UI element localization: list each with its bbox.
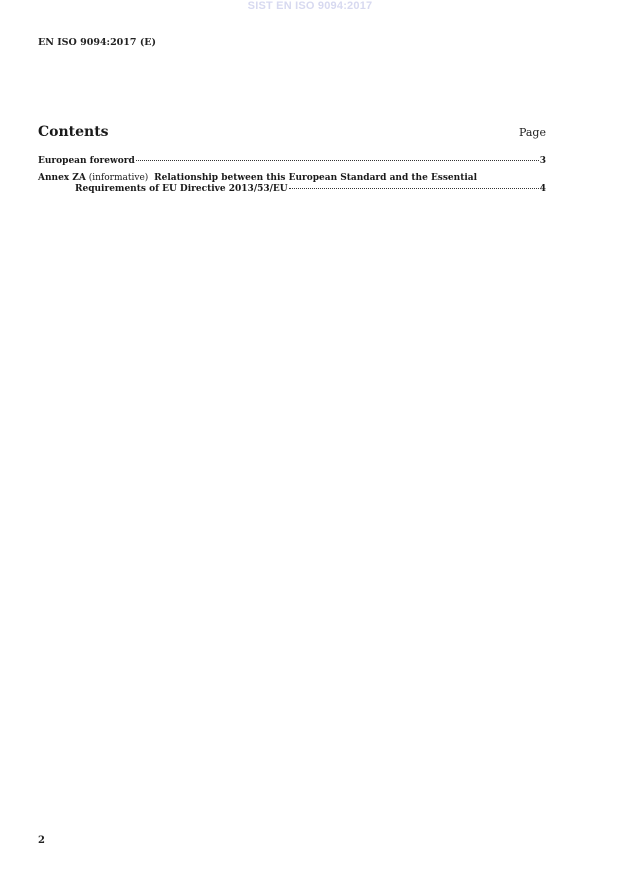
dot-leader: [289, 188, 539, 189]
document-id-header: EN ISO 9094:2017 (E): [38, 37, 157, 48]
annex-title-line1: Relationship between this European Standard and the Essential: [154, 173, 478, 183]
annex-title-line2: Requirements of EU Directive 2013/53/EU: [75, 184, 288, 194]
dot-leader: [136, 160, 539, 161]
toc-entry-label: European foreword: [38, 156, 135, 166]
annex-id: Annex ZA: [38, 173, 86, 183]
toc-entry-page: 4: [539, 184, 546, 194]
annex-type: (informative): [88, 173, 149, 183]
page-column-label: Page: [518, 126, 546, 139]
watermark: SIST EN ISO 9094:2017: [247, 0, 373, 12]
table-of-contents: [38, 156, 546, 195]
contents-heading: Contents: [38, 124, 109, 140]
toc-entry-annex-za[interactable]: [38, 173, 546, 195]
toc-entry-european-foreword[interactable]: [38, 156, 546, 167]
toc-entry-page: 3: [539, 156, 546, 166]
page-number: 2: [38, 835, 45, 846]
